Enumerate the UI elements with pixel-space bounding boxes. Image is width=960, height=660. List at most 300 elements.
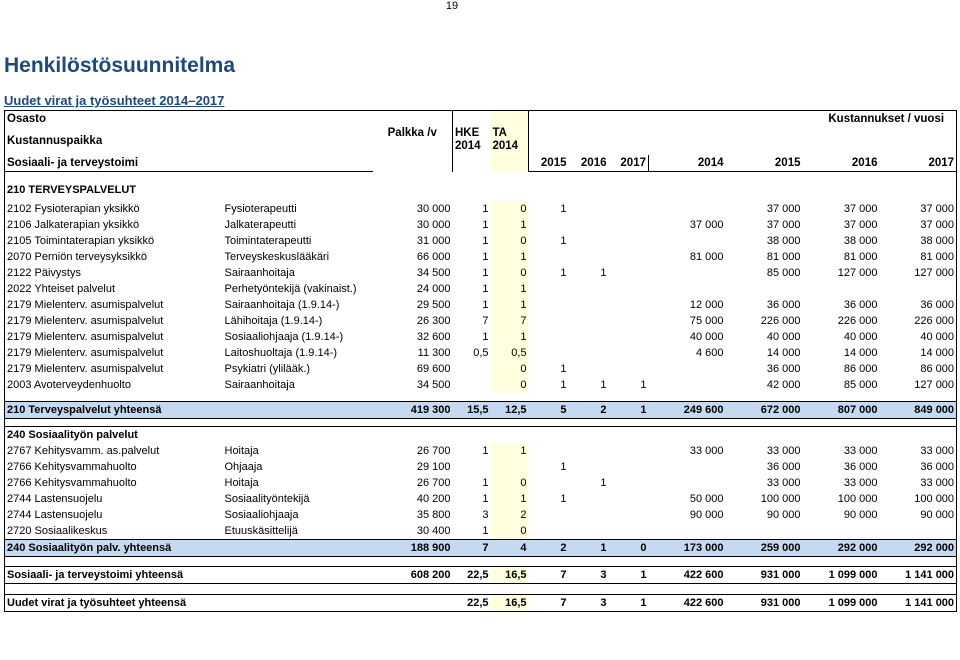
cost-center-cell: 2179 Mielenterv. asumispalvelut — [5, 297, 223, 313]
header-ta — [491, 111, 529, 172]
new-2017-cell — [609, 459, 649, 475]
new-2015-cell — [529, 475, 569, 491]
hke-2014-cell — [453, 377, 491, 393]
table-row — [5, 249, 957, 265]
new-2016-cell — [569, 523, 609, 540]
ta-2014-cell: 1 — [491, 297, 529, 313]
ta-2014-cell: 0 — [491, 377, 529, 393]
cost-2015-cell: 85 000 — [766, 267, 801, 279]
cost-2015-cell: 672 000 — [726, 402, 803, 419]
ta-2014-cell: 1 — [491, 491, 529, 507]
ta-2014-cell: 4 — [491, 540, 529, 557]
header-year-2016: 2016 — [569, 155, 609, 172]
new-2016-cell — [569, 201, 609, 217]
cost-2016-cell — [803, 523, 880, 540]
new-2015-cell: 1 — [560, 203, 567, 215]
new-2016-cell — [569, 249, 609, 265]
cost-center-cell: 240 Sosiaalityön palv. yhteensä — [5, 540, 223, 557]
new-2015-cell: 7 — [529, 567, 569, 584]
cost-center-cell: 2070 Perniön terveysyksikkö — [5, 249, 223, 265]
hke-2014-cell: 1 — [482, 251, 489, 263]
new-2015-cell: 1 — [560, 267, 567, 279]
ta-2014-cell: 1 — [491, 281, 529, 297]
new-2016-cell — [569, 233, 609, 249]
new-2015-cell — [529, 443, 569, 459]
table-row — [5, 233, 957, 249]
page-title: Henkilöstösuunnitelma — [4, 54, 236, 77]
salary-cell: 29 500 — [416, 299, 451, 311]
cost-2016-cell: 36 000 — [843, 461, 878, 473]
cost-2014-cell: 422 600 — [649, 595, 726, 612]
hke-2014-cell: 22,5 — [453, 595, 491, 612]
hke-2014-cell: 0,5 — [473, 347, 489, 359]
new-2015-cell — [529, 249, 569, 265]
cost-center-cell: 2179 Mielenterv. asumispalvelut — [5, 329, 223, 345]
cost-center-cell: Uudet virat ja työsuhteet yhteensä — [5, 595, 223, 612]
new-2017-cell — [609, 281, 649, 297]
cost-2017-cell: 1 141 000 — [880, 567, 957, 584]
cost-2015-cell — [726, 281, 803, 297]
ta-2014-cell: 7 — [491, 313, 529, 329]
cost-center-cell: 2767 Kehitysvamm. as.palvelut — [5, 443, 223, 459]
salary-cell: 608 200 — [373, 567, 453, 584]
cost-2017-cell: 86 000 — [880, 361, 957, 377]
salary-cell: 69 600 — [416, 363, 451, 375]
new-2015-cell: 1 — [560, 363, 567, 375]
cost-2017-cell: 33 000 — [880, 443, 957, 459]
cost-2015-cell: 100 000 — [760, 493, 801, 505]
cost-center-cell: 2102 Fysioterapian yksikkö — [5, 201, 223, 217]
hke-2014-cell: 1 — [482, 299, 489, 311]
new-2017-cell — [609, 249, 649, 265]
new-2016-cell: 1 — [569, 540, 609, 557]
salary-cell: 40 200 — [416, 493, 451, 505]
cost-2014-cell — [649, 459, 726, 475]
cost-2015-cell: 38 000 — [766, 235, 801, 247]
hke-2014-cell: 1 — [482, 219, 489, 231]
cost-2014-cell: 12 000 — [689, 299, 724, 311]
ta-2014-cell: 0 — [491, 523, 529, 540]
job-title-cell: Jalkaterapeutti — [224, 219, 297, 231]
cost-2017-cell: 40 000 — [880, 329, 957, 345]
cost-2016-cell: 33 000 — [843, 477, 878, 489]
salary-cell: 34 500 — [416, 379, 451, 391]
ta-2014-cell: 2 — [491, 507, 529, 523]
header-cost-2017: 2017 — [880, 155, 957, 172]
hke-2014-cell: 15,5 — [453, 402, 491, 419]
job-title-cell: Ohjaaja — [224, 461, 263, 473]
new-2015-cell — [529, 345, 569, 361]
salary-cell: 30 000 — [416, 219, 451, 231]
job-title-cell: Hoitaja — [224, 445, 259, 457]
new-2016-cell — [569, 459, 609, 475]
cost-2015-cell: 40 000 — [766, 331, 801, 343]
new-2017-cell — [609, 361, 649, 377]
job-title-cell: Sairaanhoitaja (1.9.14-) — [224, 299, 340, 311]
new-2016-cell — [569, 297, 609, 313]
cost-2017-cell: 36 000 — [880, 459, 957, 475]
job-title-cell: Lähihoitaja (1.9.14-) — [224, 315, 323, 327]
cost-2014-cell: 249 600 — [649, 402, 726, 419]
cost-2015-cell: 90 000 — [766, 509, 801, 521]
cost-2016-cell: 36 000 — [843, 299, 878, 311]
cost-2017-cell: 226 000 — [880, 313, 957, 329]
cost-2014-cell: 37 000 — [689, 219, 724, 231]
new-2015-cell: 7 — [529, 595, 569, 612]
new-2015-cell — [529, 313, 569, 329]
header-hke-label: HKE — [455, 127, 480, 139]
header-kustannuspaikka: Kustannuspaikka — [5, 127, 223, 155]
cost-2016-cell: 40 000 — [843, 331, 878, 343]
salary-cell: 32 600 — [416, 331, 451, 343]
cost-2017-cell: 849 000 — [880, 402, 957, 419]
new-2016-cell: 1 — [600, 267, 607, 279]
cost-2016-cell — [803, 281, 880, 297]
cost-center-cell: 2022 Yhteiset palvelut — [5, 281, 223, 297]
table-row — [5, 361, 957, 377]
table-row — [5, 523, 957, 540]
new-2016-cell — [569, 217, 609, 233]
cost-2015-cell: 33 000 — [766, 477, 801, 489]
cost-2014-cell: 33 000 — [689, 445, 724, 457]
spacer-row — [5, 419, 957, 427]
cost-center-cell: 2744 Lastensuojelu — [5, 491, 223, 507]
new-2015-cell: 1 — [560, 493, 567, 505]
new-2017-cell — [609, 345, 649, 361]
job-title-cell: Perhetyöntekijä (vakinaist.) — [224, 283, 357, 295]
cost-2014-cell: 90 000 — [689, 509, 724, 521]
spacer-row — [5, 557, 957, 567]
salary-cell: 66 000 — [416, 251, 451, 263]
cost-2017-cell: 37 000 — [880, 217, 957, 233]
header-cost-2014: 2014 — [649, 155, 726, 172]
new-2016-cell: 2 — [569, 402, 609, 419]
table-row — [5, 475, 957, 491]
hke-2014-cell: 1 — [482, 331, 489, 343]
hke-2014-cell: 1 — [482, 445, 489, 457]
cost-2015-cell: 33 000 — [766, 445, 801, 457]
job-title-cell — [223, 540, 373, 557]
job-title-cell: Psykiatri (ylilääk.) — [224, 363, 311, 375]
cost-2016-cell: 90 000 — [843, 509, 878, 521]
header-ta-label: TA — [492, 127, 507, 139]
cost-2017-cell: 292 000 — [880, 540, 957, 557]
cost-center-cell: 2766 Kehitysvammahuolto — [5, 459, 223, 475]
cost-2017-cell: 14 000 — [880, 345, 957, 361]
cost-2015-cell: 931 000 — [726, 567, 803, 584]
job-title-cell — [223, 402, 373, 419]
header-ta-year: 2014 — [492, 140, 519, 152]
job-title-cell: Sosiaalityöntekijä — [224, 493, 310, 505]
hke-2014-cell: 1 — [482, 235, 489, 247]
cost-2015-cell: 226 000 — [760, 315, 801, 327]
new-2015-cell: 1 — [560, 235, 567, 247]
ta-2014-cell: 0 — [491, 201, 529, 217]
hke-2014-cell: 1 — [482, 493, 489, 505]
new-2017-cell: 1 — [609, 402, 649, 419]
cost-center-cell: 2003 Avoterveydenhuolto — [5, 377, 223, 393]
cost-2014-cell: 75 000 — [689, 315, 724, 327]
cost-2015-cell: 37 000 — [766, 219, 801, 231]
header-hke-year: 2014 — [455, 140, 481, 152]
cost-2016-cell: 1 099 000 — [803, 595, 880, 612]
ta-2014-cell: 0,5 — [491, 345, 529, 361]
cost-center-cell: Sosiaali- ja terveystoimi yhteensä — [5, 567, 223, 584]
salary-cell: 24 000 — [416, 283, 451, 295]
cost-2017-cell: 127 000 — [880, 377, 957, 393]
cost-2015-cell: 931 000 — [726, 595, 803, 612]
job-title-cell — [223, 595, 373, 612]
cost-2016-cell: 1 099 000 — [803, 567, 880, 584]
new-2016-cell — [569, 443, 609, 459]
cost-center-cell: 2105 Toimintaterapian yksikkö — [5, 233, 223, 249]
table-row — [5, 297, 957, 313]
spacer-row — [5, 584, 957, 595]
cost-2014-cell: 81 000 — [689, 251, 724, 263]
ta-2014-cell — [491, 459, 529, 475]
cost-2016-cell: 38 000 — [843, 235, 878, 247]
new-2017-cell: 0 — [609, 540, 649, 557]
hke-2014-cell: 3 — [482, 509, 489, 521]
hke-2014-cell — [453, 361, 491, 377]
cost-center-cell: 2122 Päivystys — [5, 265, 223, 281]
job-title-cell: Toimintaterapeutti — [224, 235, 312, 247]
new-2015-cell — [529, 523, 569, 540]
cost-2017-cell: 37 000 — [880, 201, 957, 217]
salary-cell: 31 000 — [416, 235, 451, 247]
new-2017-cell — [609, 233, 649, 249]
cost-2014-cell — [649, 233, 726, 249]
header-cost-2015: 2015 — [726, 155, 803, 172]
salary-cell: 11 300 — [417, 347, 451, 359]
new-2015-cell — [529, 281, 569, 297]
salary-cell: 26 300 — [416, 315, 451, 327]
new-2017-cell — [609, 265, 649, 281]
job-title-cell: Laitoshuoltaja (1.9.14-) — [224, 347, 338, 359]
spacer-row — [5, 393, 957, 402]
table-row — [5, 201, 957, 217]
new-2015-cell — [529, 329, 569, 345]
cost-center-cell: 2720 Sosiaalikeskus — [5, 523, 223, 540]
new-2016-cell — [569, 281, 609, 297]
new-2016-cell — [569, 361, 609, 377]
job-title-cell: Fysioterapeutti — [224, 203, 297, 215]
cost-center-cell: 210 Terveyspalvelut yhteensä — [5, 402, 223, 419]
cost-center-cell: 2179 Mielenterv. asumispalvelut — [5, 313, 223, 329]
table-row — [5, 459, 957, 475]
hke-2014-cell: 1 — [482, 283, 489, 295]
ta-2014-cell: 0 — [491, 233, 529, 249]
cost-2017-cell: 38 000 — [880, 233, 957, 249]
cost-2016-cell: 37 000 — [843, 203, 878, 215]
ta-2014-cell: 1 — [491, 249, 529, 265]
table-row — [5, 345, 957, 361]
cost-2014-cell — [649, 361, 726, 377]
header-osasto: Osasto — [5, 111, 223, 128]
cost-2016-cell: 14 000 — [843, 347, 878, 359]
cost-2016-cell: 85 000 — [843, 379, 878, 391]
grand-total-row — [5, 595, 957, 612]
ta-2014-cell: 1 — [491, 217, 529, 233]
section-total-row — [5, 402, 957, 419]
ta-2014-cell: 0 — [491, 361, 529, 377]
cost-2015-cell: 36 000 — [766, 461, 801, 473]
new-2017-cell — [609, 523, 649, 540]
new-2015-cell — [529, 297, 569, 313]
cost-center-cell: 2179 Mielenterv. asumispalvelut — [5, 361, 223, 377]
cost-center-cell: 2744 Lastensuojelu — [5, 507, 223, 523]
table-row — [5, 443, 957, 459]
cost-2017-cell — [880, 281, 957, 297]
salary-cell: 188 900 — [373, 540, 453, 557]
cost-center-cell: 2179 Mielenterv. asumispalvelut — [5, 345, 223, 361]
job-title-cell: Sairaanhoitaja — [224, 267, 295, 279]
staff-plan-table-wrap — [4, 110, 956, 612]
new-2016-cell — [569, 329, 609, 345]
cost-2016-cell: 86 000 — [843, 363, 878, 375]
page-subtitle: Uudet virat ja työsuhteet 2014–2017 — [4, 93, 225, 108]
table-row — [5, 281, 957, 297]
cost-2017-cell: 100 000 — [880, 491, 957, 507]
new-2017-cell: 1 — [609, 595, 649, 612]
job-title-cell: Sosiaaliohjaaja (1.9.14-) — [224, 331, 344, 343]
new-2016-cell: 1 — [600, 379, 607, 391]
ta-2014-cell: 16,5 — [491, 595, 529, 612]
new-2017-cell — [609, 313, 649, 329]
header-kustannukset: Kustannukset / vuosi — [649, 111, 957, 128]
cost-2016-cell: 33 000 — [843, 445, 878, 457]
page-number: 19 — [445, 0, 459, 12]
salary-cell: 30 400 — [416, 525, 451, 537]
section-heading-row — [5, 182, 957, 198]
grand-total-row — [5, 567, 957, 584]
cost-2014-cell — [649, 281, 726, 297]
new-2015-cell: 1 — [560, 379, 567, 391]
new-2017-cell — [609, 297, 649, 313]
cost-2014-cell — [649, 523, 726, 540]
cost-2016-cell: 292 000 — [803, 540, 880, 557]
hke-2014-cell: 7 — [482, 315, 489, 327]
cost-2015-cell: 259 000 — [726, 540, 803, 557]
new-2015-cell — [529, 507, 569, 523]
cost-2017-cell: 127 000 — [880, 265, 957, 281]
cost-2017-cell: 81 000 — [880, 249, 957, 265]
cost-2017-cell: 1 141 000 — [880, 595, 957, 612]
salary-cell: 29 100 — [416, 461, 451, 473]
cost-2014-cell: 50 000 — [689, 493, 724, 505]
hke-2014-cell: 7 — [453, 540, 491, 557]
new-2017-cell — [609, 329, 649, 345]
ta-2014-cell: 12,5 — [491, 402, 529, 419]
cost-2014-cell: 422 600 — [649, 567, 726, 584]
new-2016-cell — [569, 345, 609, 361]
header-year-2017: 2017 — [609, 155, 649, 172]
new-2015-cell: 2 — [529, 540, 569, 557]
new-2017-cell — [609, 507, 649, 523]
header-cost-2016: 2016 — [803, 155, 880, 172]
ta-2014-cell: 1 — [491, 329, 529, 345]
cost-center-cell: 2766 Kehitysvammahuolto — [5, 475, 223, 491]
salary-cell: 419 300 — [373, 402, 453, 419]
header-hke — [453, 111, 491, 172]
cost-2015-cell: 37 000 — [766, 203, 801, 215]
cost-2016-cell: 37 000 — [843, 219, 878, 231]
header-palkka: Palkka /v — [373, 111, 453, 172]
ta-2014-cell: 16,5 — [491, 567, 529, 584]
new-2016-cell — [569, 491, 609, 507]
new-2015-cell: 1 — [560, 461, 567, 473]
staff-plan-table — [4, 110, 957, 612]
hke-2014-cell: 1 — [482, 525, 489, 537]
job-title-cell: Terveyskeskuslääkäri — [224, 251, 330, 263]
cost-2016-cell: 127 000 — [837, 267, 878, 279]
hke-2014-cell — [453, 459, 491, 475]
cost-2015-cell — [726, 523, 803, 540]
table-row — [5, 329, 957, 345]
table-row — [5, 265, 957, 281]
table-body — [5, 111, 957, 612]
section-total-row — [5, 540, 957, 557]
cost-2014-cell — [649, 377, 726, 393]
job-title-cell: Etuuskäsittelijä — [224, 525, 298, 537]
new-2016-cell: 1 — [600, 477, 607, 489]
header-row-1 — [5, 111, 957, 128]
salary-cell: 30 000 — [416, 203, 451, 215]
cost-2014-cell: 40 000 — [689, 331, 724, 343]
new-2015-cell: 5 — [529, 402, 569, 419]
header-sosiaali: Sosiaali- ja terveystoimi — [5, 155, 223, 172]
job-title-cell: Hoitaja — [224, 477, 259, 489]
ta-2014-cell: 1 — [491, 443, 529, 459]
cost-2014-cell: 173 000 — [649, 540, 726, 557]
table-row — [5, 491, 957, 507]
section-heading: 240 Sosiaalityön palvelut — [5, 427, 957, 444]
table-row — [5, 377, 957, 393]
new-2016-cell: 3 — [569, 567, 609, 584]
ta-2014-cell: 0 — [491, 475, 529, 491]
cost-2017-cell: 90 000 — [880, 507, 957, 523]
cost-2014-cell: 4 600 — [695, 347, 724, 359]
section-heading-row — [5, 427, 957, 444]
new-2017-cell — [609, 201, 649, 217]
salary-cell: 35 800 — [416, 509, 451, 521]
job-title-cell: Sosiaaliohjaaja — [224, 509, 299, 521]
table-row — [5, 217, 957, 233]
new-2016-cell — [569, 313, 609, 329]
salary-cell: 34 500 — [416, 267, 451, 279]
cost-2017-cell: 36 000 — [880, 297, 957, 313]
hke-2014-cell: 1 — [482, 267, 489, 279]
hke-2014-cell: 1 — [482, 203, 489, 215]
cost-2016-cell: 226 000 — [837, 315, 878, 327]
new-2016-cell: 3 — [569, 595, 609, 612]
cost-2016-cell: 100 000 — [837, 493, 878, 505]
new-2017-cell — [609, 475, 649, 491]
job-title-cell — [223, 567, 373, 584]
new-2017-cell: 1 — [640, 379, 647, 391]
salary-cell — [373, 595, 453, 612]
new-2017-cell — [609, 443, 649, 459]
cost-2015-cell: 81 000 — [766, 251, 801, 263]
cost-2017-cell — [880, 523, 957, 540]
new-2017-cell — [609, 217, 649, 233]
cost-2016-cell: 807 000 — [803, 402, 880, 419]
salary-cell: 26 700 — [416, 445, 451, 457]
hke-2014-cell: 1 — [482, 477, 489, 489]
new-2017-cell — [609, 491, 649, 507]
new-2017-cell: 1 — [609, 567, 649, 584]
cost-2017-cell: 33 000 — [880, 475, 957, 491]
